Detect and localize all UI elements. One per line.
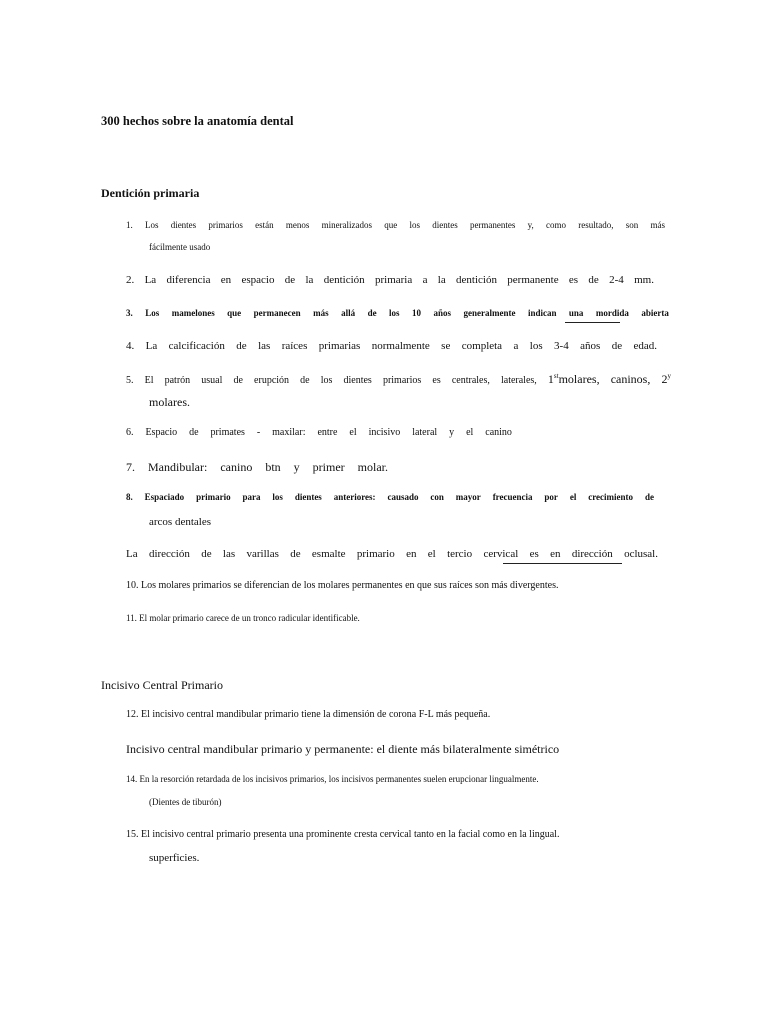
list-item-1-continuation: fácilmente usado (149, 242, 211, 252)
list-item-4: 4. La calcificación de las raíces primarias normalmente se completa a los 3-4 años de edad. (126, 340, 657, 352)
list-item-11: 11. El molar primario carece de un tronco radicular identificable. (126, 613, 360, 623)
list-item-7: 7. Mandibular: canino btn y primer molar. (126, 460, 388, 474)
list-item-12: 12. El incisivo central mandibular primario tiene la dimensión de corona F-L más pequeña. (126, 709, 491, 720)
list-item-6: 6. Espacio de primates - maxilar: entre el incisivo lateral y el canino (126, 427, 512, 438)
section-heading-primary-dentition: Dentición primaria (101, 186, 200, 200)
page-title: 300 hechos sobre la anatomía dental (101, 114, 294, 128)
list-item-8-continuation: arcos dentales (149, 516, 211, 528)
list-item-14: 14. En la resorción retardada de los incisivos primarios, los incisivos permanentes suelen erupcionar lingualmente. (126, 774, 539, 784)
list-item-10: 10. Los molares primarios se diferencian de los molares permanentes en que sus raíces son más divergentes. (126, 580, 559, 591)
section-heading-primary-central-incisor: Incisivo Central Primario (101, 678, 223, 692)
list-item-13: Incisivo central mandibular primario y permanente: el diente más bilateralmente simétrico (126, 742, 560, 756)
list-item-3: 3. Los mamelones que permanecen más allá de los 10 años generalmente indican una mordida abierta (126, 308, 669, 318)
list-item-15-continuation: superficies. (149, 852, 200, 864)
list-item-15: 15. El incisivo central primario presenta una prominente cresta cervical tanto en la facial como en la lingual. (126, 829, 560, 840)
list-item-2: 2. La diferencia en espacio de la dentición primaria a la dentición permanente es de 2-4 mm. (126, 274, 654, 286)
underline-cervical-direction (503, 563, 622, 564)
list-item-5-continuation: molares. (149, 395, 190, 409)
list-item-14-note: (Dientes de tiburón) (149, 797, 222, 807)
list-item-5: 5. El patrón usual de erupción de los dientes primarios es centrales, laterales, 1stmolares, caninos, 2$^y$ (126, 372, 671, 386)
underline-open-bite (565, 322, 620, 323)
list-item-9: La dirección de las varillas de esmalte primario en el tercio cervical es en dirección oclusal. (126, 548, 658, 560)
list-item-1: 1. Los dientes primarios están menos mineralizados que los dientes permanentes y, como resultado, son más (126, 220, 665, 230)
list-item-8: 8. Espaciado primario para los dientes anteriores: causado con mayor frecuencia por el crecimiento de (126, 492, 654, 502)
